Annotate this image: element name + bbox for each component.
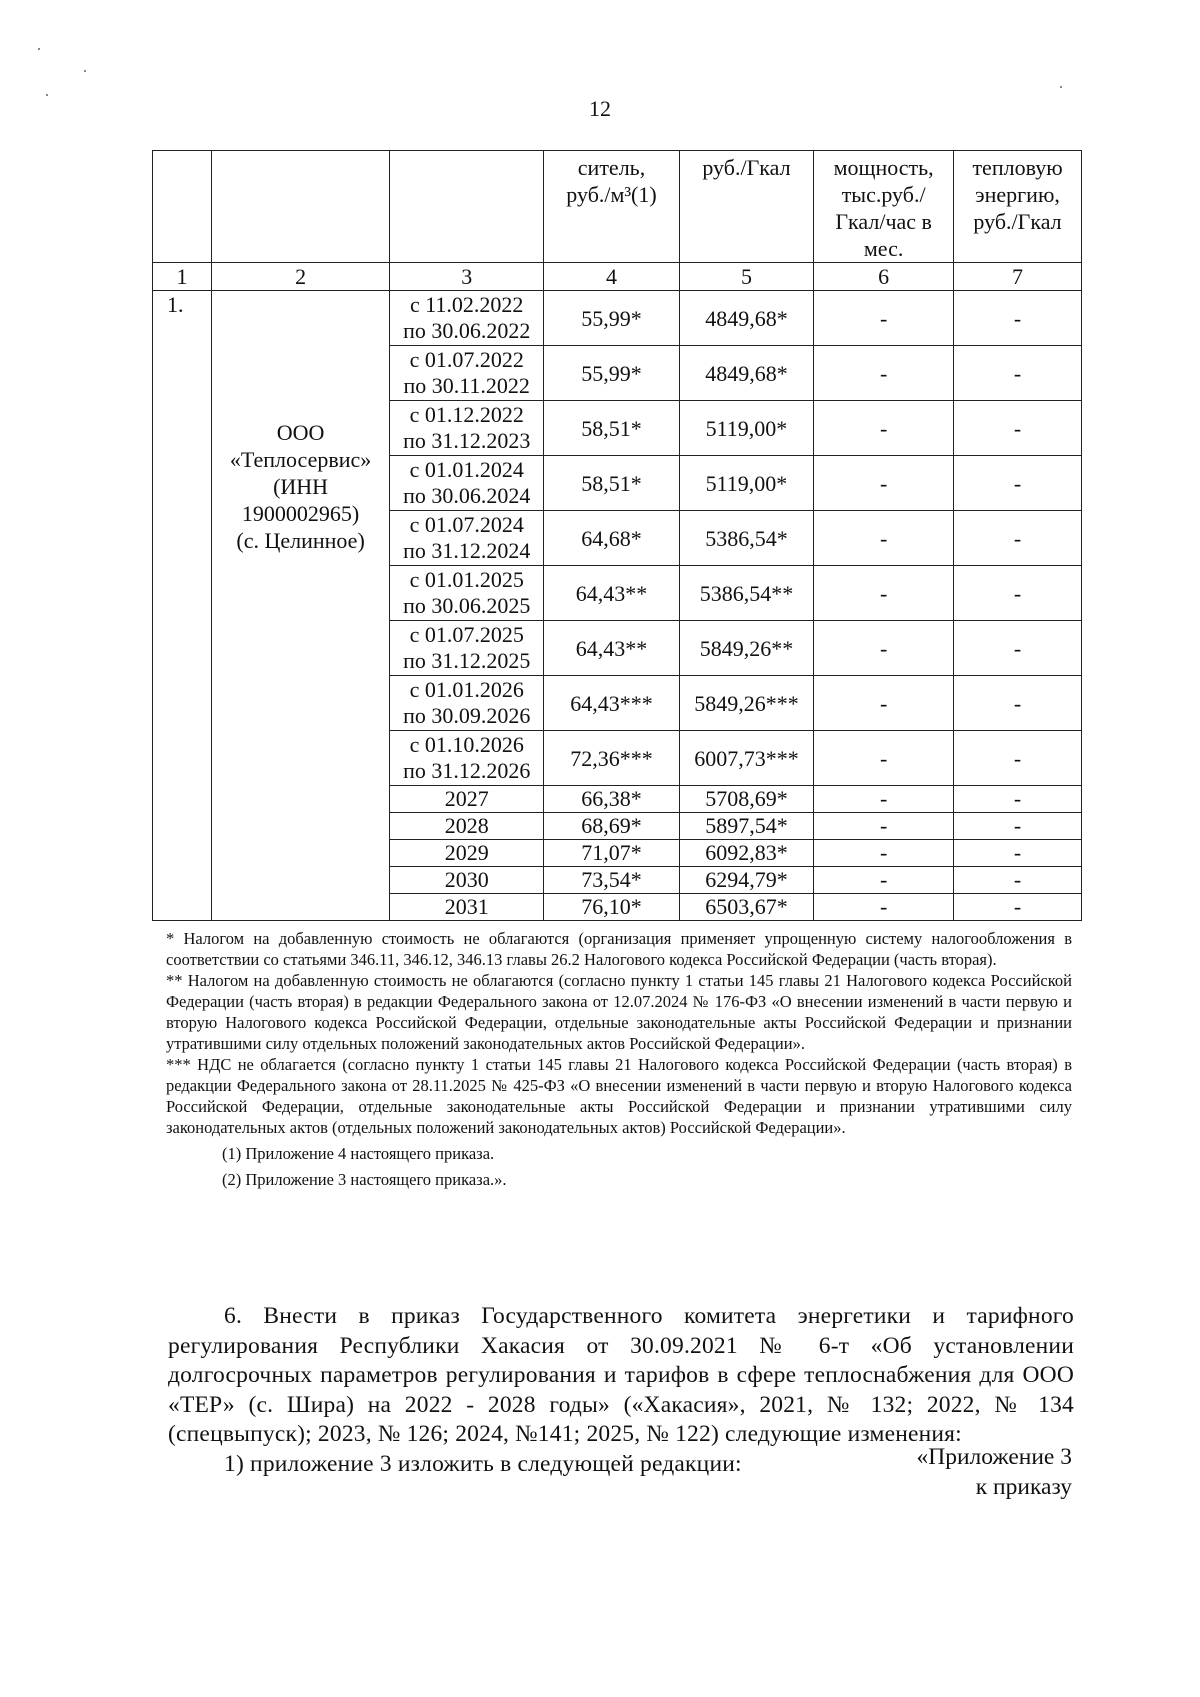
tariff-heat-cell: 4849,68* [679,291,813,346]
tariff-coolant-cell: 64,43** [544,566,680,621]
rate-capacity-cell: - [814,566,954,621]
rate-energy-cell: - [954,621,1082,676]
header-cell-7: тепловую энергию, руб./Гкал [954,151,1082,263]
tariff-coolant-cell: 71,07* [544,840,680,867]
rate-energy-cell: - [954,566,1082,621]
rate-energy-cell: - [954,401,1082,456]
tariff-coolant-cell: 68,69* [544,813,680,840]
column-index-1: 1 [153,263,212,291]
period-cell: 2028 [390,813,544,840]
rate-energy-cell: - [954,676,1082,731]
tariff-heat-cell: 5849,26** [679,621,813,676]
tariff-table [152,150,1082,921]
item-1: 1) приложение 3 изложить в следующей редакции: [224,1450,742,1477]
tariff-heat-cell: 6007,73*** [679,731,813,786]
rate-energy-cell: - [954,786,1082,813]
rate-energy-cell: - [954,731,1082,786]
header-cell-6: мощность, тыс.руб./ Гкал/час в мес. [814,151,954,263]
period-cell: с 01.01.2026 по 30.09.2026 [390,676,544,731]
scan-speck [38,48,40,50]
tariff-heat-cell: 5386,54* [679,511,813,566]
footnotes [166,928,1072,1190]
tariff-heat-cell: 5708,69* [679,786,813,813]
rate-capacity-cell: - [814,731,954,786]
header-cell-3 [390,151,544,263]
tariff-heat-cell: 5897,54* [679,813,813,840]
header-cell-4: ситель, руб./м³(1) [544,151,680,263]
scan-speck [84,70,86,72]
column-index-6: 6 [814,263,954,291]
rate-energy-cell: - [954,894,1082,921]
footnote-annex-4: (1) Приложение 4 настоящего приказа. [222,1144,495,1163]
rate-capacity-cell: - [814,291,954,346]
tariff-coolant-cell: 58,51* [544,401,680,456]
tariff-coolant-cell: 66,38* [544,786,680,813]
rate-capacity-cell: - [814,813,954,840]
row-number: 1. [153,291,212,921]
scan-speck [46,94,48,96]
rate-energy-cell: - [954,813,1082,840]
tariff-heat-cell: 5849,26*** [679,676,813,731]
column-index-3: 3 [390,263,544,291]
period-cell: с 01.07.2022 по 30.11.2022 [390,346,544,401]
tariff-coolant-cell: 58,51* [544,456,680,511]
column-index-7: 7 [954,263,1082,291]
rate-energy-cell: - [954,511,1082,566]
header-cell-5: руб./Гкал [679,151,813,263]
tariff-coolant-cell: 55,99* [544,346,680,401]
table-row [153,291,1082,346]
column-index-2: 2 [212,263,390,291]
period-cell: 2027 [390,786,544,813]
period-cell: с 01.07.2024 по 31.12.2024 [390,511,544,566]
period-cell: с 01.10.2026 по 31.12.2026 [390,731,544,786]
period-cell: 2029 [390,840,544,867]
rate-energy-cell: - [954,840,1082,867]
paragraph-6: 6. Внести в приказ Государственного комитета энергетики и тарифного регулирования Республики Хакасия от 30.09.2021 № 6-т «Об установлении долгосрочных параметров регулирования и тарифов в сфере теплоснабжения для ООО «ТЕР» (с. Шира) на 2022 - 2028 годы» («Хакасия», 2021, № 132; 2022, № 134 (спецвыпуск); 2023, № 126; 2024, №141; 2025, № 122) следующие изменения: [168,1303,1074,1447]
period-cell: с 01.01.2025 по 30.06.2025 [390,566,544,621]
period-cell: 2030 [390,867,544,894]
tariff-heat-cell: 6092,83* [679,840,813,867]
tariff-coolant-cell: 64,43*** [544,676,680,731]
period-cell: с 01.01.2024 по 30.06.2024 [390,456,544,511]
rate-capacity-cell: - [814,401,954,456]
rate-capacity-cell: - [814,894,954,921]
footnote-three-stars: *** НДС не облагается (согласно пункту 1 статьи 145 главы 21 Налогового кодекса Российской Федерации (часть вторая) в редакции Федерального закона от 28.11.2025 № 425-ФЗ «О внесении изменений в части первую и вторую Налогового кодекса Российской Федерации, отдельные законодательные акты Российской Федерации и признании утратившими силу законодательных актов (отдельных положений законодательных актов) Российской Федерации». [166,1055,1072,1137]
rate-capacity-cell: - [814,840,954,867]
period-cell: с 01.12.2022 по 31.12.2023 [390,401,544,456]
footnote-two-stars: ** Налогом на добавленную стоимость не облагаются (согласно пункту 1 статьи 145 главы 21 Налогового кодекса Российской Федерации (часть вторая) в редакции Федерального закона от 12.07.2024 № 176-ФЗ «О внесении изменений в части первую и вторую Налогового кодекса Российской Федерации, отдельные законодательные акты Российской Федерации и признании утратившими силу отдельных положений законодательных актов Российской Федерации». [166,971,1072,1053]
tariff-coolant-cell: 73,54* [544,867,680,894]
tariff-heat-cell: 5119,00* [679,456,813,511]
column-index-5: 5 [679,263,813,291]
rate-capacity-cell: - [814,456,954,511]
rate-energy-cell: - [954,867,1082,894]
tariff-coolant-cell: 72,36*** [544,731,680,786]
tariff-heat-cell: 6294,79* [679,867,813,894]
tariff-coolant-cell: 64,43** [544,621,680,676]
table-index-row [153,263,1082,291]
period-cell: с 11.02.2022 по 30.06.2022 [390,291,544,346]
column-index-4: 4 [544,263,680,291]
tariff-coolant-cell: 76,10* [544,894,680,921]
tariff-heat-cell: 5119,00* [679,401,813,456]
tariff-heat-cell: 6503,67* [679,894,813,921]
rate-energy-cell: - [954,291,1082,346]
rate-capacity-cell: - [814,867,954,894]
organization-cell: ООО «Теплосервис» (ИНН 1900002965) (с. Целинное) [212,291,390,921]
rate-energy-cell: - [954,346,1082,401]
scan-speck [1060,86,1062,88]
rate-capacity-cell: - [814,511,954,566]
annex-line-1: «Приложение 3 [916,1444,1072,1470]
tariff-coolant-cell: 64,68* [544,511,680,566]
footnote-annex-3: (2) Приложение 3 настоящего приказа.». [222,1170,507,1189]
rate-capacity-cell: - [814,621,954,676]
annex-reference [916,1442,1072,1502]
page-number: 12 [589,96,611,121]
rate-capacity-cell: - [814,346,954,401]
footnote-one-star: * Налогом на добавленную стоимость не облагаются (организация применяет упрощенную систему налогообложения в соответствии со статьями 346.11, 346.12, 346.13 главы 26.2 Налогового кодекса Российской Федерации (часть вторая). [166,929,1072,969]
tariff-coolant-cell: 55,99* [544,291,680,346]
annex-line-2: к приказу [975,1474,1072,1500]
tariff-heat-cell: 5386,54** [679,566,813,621]
tariff-heat-cell: 4849,68* [679,346,813,401]
header-cell-2 [212,151,390,263]
rate-capacity-cell: - [814,786,954,813]
rate-energy-cell: - [954,456,1082,511]
period-cell: с 01.07.2025 по 31.12.2025 [390,621,544,676]
header-cell-1 [153,151,212,263]
table-header-row [153,151,1082,263]
period-cell: 2031 [390,894,544,921]
rate-capacity-cell: - [814,676,954,731]
